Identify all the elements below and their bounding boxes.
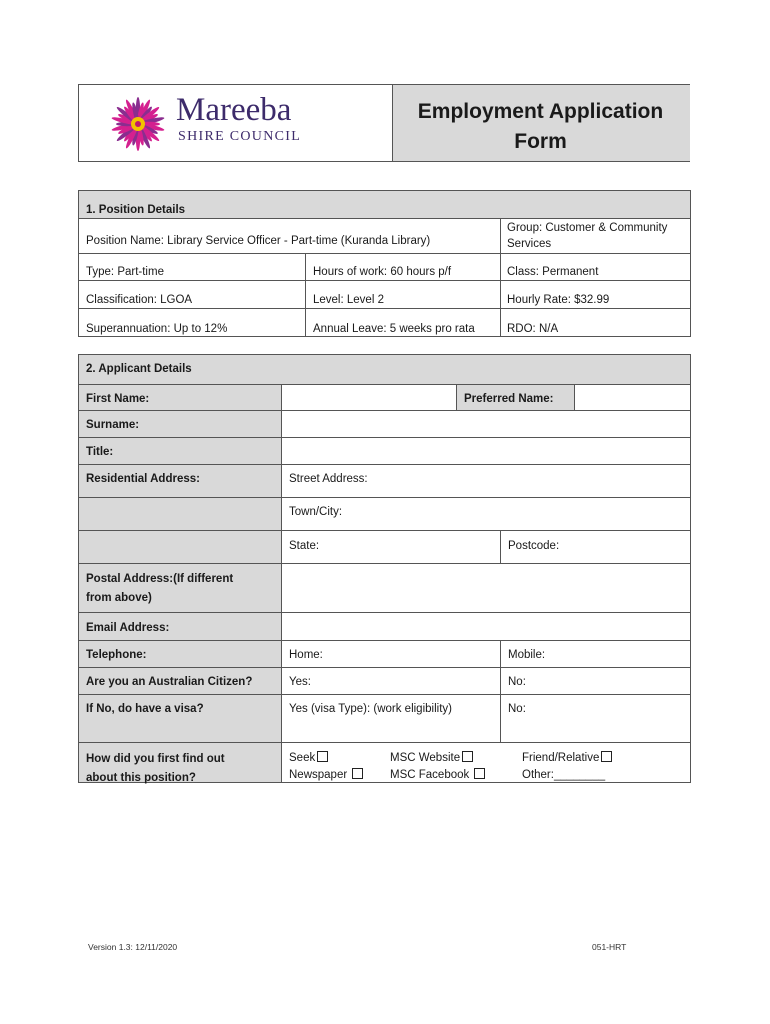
option-msc-facebook[interactable] [382,761,493,789]
email-label: Email Address: [86,622,170,634]
email-input[interactable] [282,613,690,640]
position-class: Class: Permanent [507,266,599,278]
logo-name: Mareeba [176,92,292,128]
page-title-line1: Employment Application [417,100,664,123]
option-newspaper-label: Newspaper [289,769,348,781]
position-rate: Hourly Rate: $32.99 [507,294,610,306]
option-msc-website-label: MSC Website [390,752,461,764]
position-heading: 1. Position Details [86,204,186,216]
visa-no-field[interactable]: No: [508,703,526,715]
citizen-label: Are you an Australian Citizen? [86,676,253,688]
page-title-line2: Form [514,130,567,153]
position-classification: Classification: LGOA [86,294,193,306]
find-out-label-line2: about this position? [86,772,196,784]
find-out-label-line1: How did you first find out [86,753,225,765]
position-level: Level: Level 2 [313,294,384,306]
flower-logo-icon [106,92,170,156]
telephone-label: Telephone: [86,649,147,661]
street-address-field[interactable]: Street Address: [289,473,368,485]
position-hours: Hours of work: 60 hours p/f [313,266,452,278]
postal-address-input[interactable] [282,564,690,612]
town-city-field[interactable]: Town/City: [289,506,343,518]
residential-address-label: Residential Address: [86,473,200,485]
home-phone-field[interactable]: Home: [289,649,323,661]
postal-address-label-line1: Postal Address:(If different [86,573,234,585]
position-leave: Annual Leave: 5 weeks pro rata [313,323,475,335]
position-name: Position Name: Library Service Officer - Part-time (Kuranda Library) [86,235,431,247]
checkbox-icon[interactable] [474,768,485,779]
position-super: Superannuation: Up to 12% [86,323,228,335]
position-group: Group: Customer & Community Services [507,222,668,250]
state-field[interactable]: State: [289,540,320,552]
citizen-no-field[interactable]: No: [508,676,526,688]
footer-version: Version 1.3: 12/11/2020 [88,942,178,952]
preferred-name-input[interactable] [575,385,690,410]
option-seek-label: Seek [289,752,316,764]
surname-label: Surname: [86,419,140,431]
first-name-label: First Name: [86,393,150,405]
visa-type-field[interactable]: Yes (visa Type): (work eligibility) [289,703,452,715]
position-rdo: RDO: N/A [507,323,559,335]
preferred-name-label: Preferred Name: [464,393,554,405]
citizen-yes-field[interactable]: Yes: [289,676,311,688]
option-msc-facebook-label: MSC Facebook [390,769,470,781]
footer-code: 051-HRT [592,942,627,952]
option-friend-relative-label: Friend/Relative [522,752,600,764]
applicant-heading: 2. Applicant Details [86,363,192,375]
title-label: Title: [86,446,114,458]
option-newspaper[interactable] [281,761,371,789]
position-type: Type: Part-time [86,266,164,278]
first-name-input[interactable] [282,385,455,410]
logo-subtitle: SHIRE COUNCIL [178,129,302,144]
title-input[interactable] [282,438,690,464]
postcode-field[interactable]: Postcode: [508,540,560,552]
mobile-phone-field[interactable]: Mobile: [508,649,546,661]
visa-label: If No, do have a visa? [86,703,204,715]
surname-input[interactable] [282,411,690,437]
postal-address-label-line2: from above) [86,592,152,604]
option-other[interactable]: Other:________ [522,769,606,781]
checkbox-icon[interactable] [352,768,363,779]
